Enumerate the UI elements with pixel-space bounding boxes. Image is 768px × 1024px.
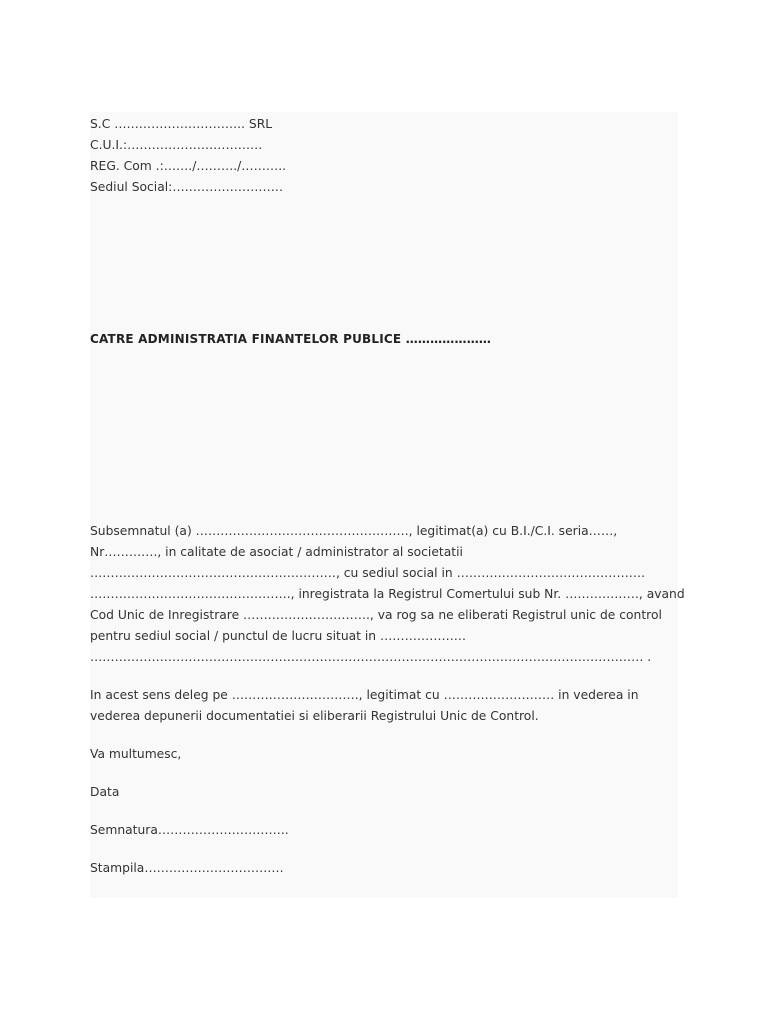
closing-text: Va multumesc, [90,747,182,761]
paragraph-line: Cod Unic de Inregistrare …………………………., va rog sa ne eliberati Registrul unic de control [90,608,662,622]
letter-body [90,521,685,879]
cui-line: C.U.I.:…………………………… [90,138,263,152]
paragraph-line: Subsemnatul (a) ……………………………………………., legitimat(a) cu B.I./C.I. seria……, [90,524,618,538]
paragraph-line: pentru sediul social / punctul de lucru situat in ………………… [90,629,467,643]
reg-com-line: REG. Com .:……./………./……….. [90,159,287,173]
paragraph-line: ……………………………………………………, cu sediul social in ………………………………………. [90,566,645,580]
paragraph-delegation [90,685,678,727]
paragraph-line: …………………………………………., inregistrata la Registrul Comertului sub Nr. ………………, avand [90,587,685,601]
addressee-title: CATRE ADMINISTRATIA FINANTELOR PUBLICE ………………… [90,332,492,346]
registered-office-line: Sediul Social:……………………… [90,180,283,194]
stamp-label: Stampila……………………………. [90,861,284,875]
addressee-block [90,329,678,350]
paragraph-line: Nr…………., in calitate de asociat / administrator al societatii [90,545,463,559]
paragraph-line: vederea depunerii documentatiei si eliberarii Registrului Unic de Control. [90,709,539,723]
paragraph-request [90,521,685,668]
company-name-line: S.C ………………………….. SRL [90,117,273,131]
signature-label: Semnatura………………………….. [90,823,289,837]
company-header [90,114,678,198]
paragraph-line: ……………………………………………………………………………………………………………………… . [90,650,652,664]
paragraph-line: In acest sens deleg pe …………………………., legitimat cu ……………………… in vederea in [90,688,639,702]
date-label: Data [90,785,120,799]
document-content [90,114,685,879]
